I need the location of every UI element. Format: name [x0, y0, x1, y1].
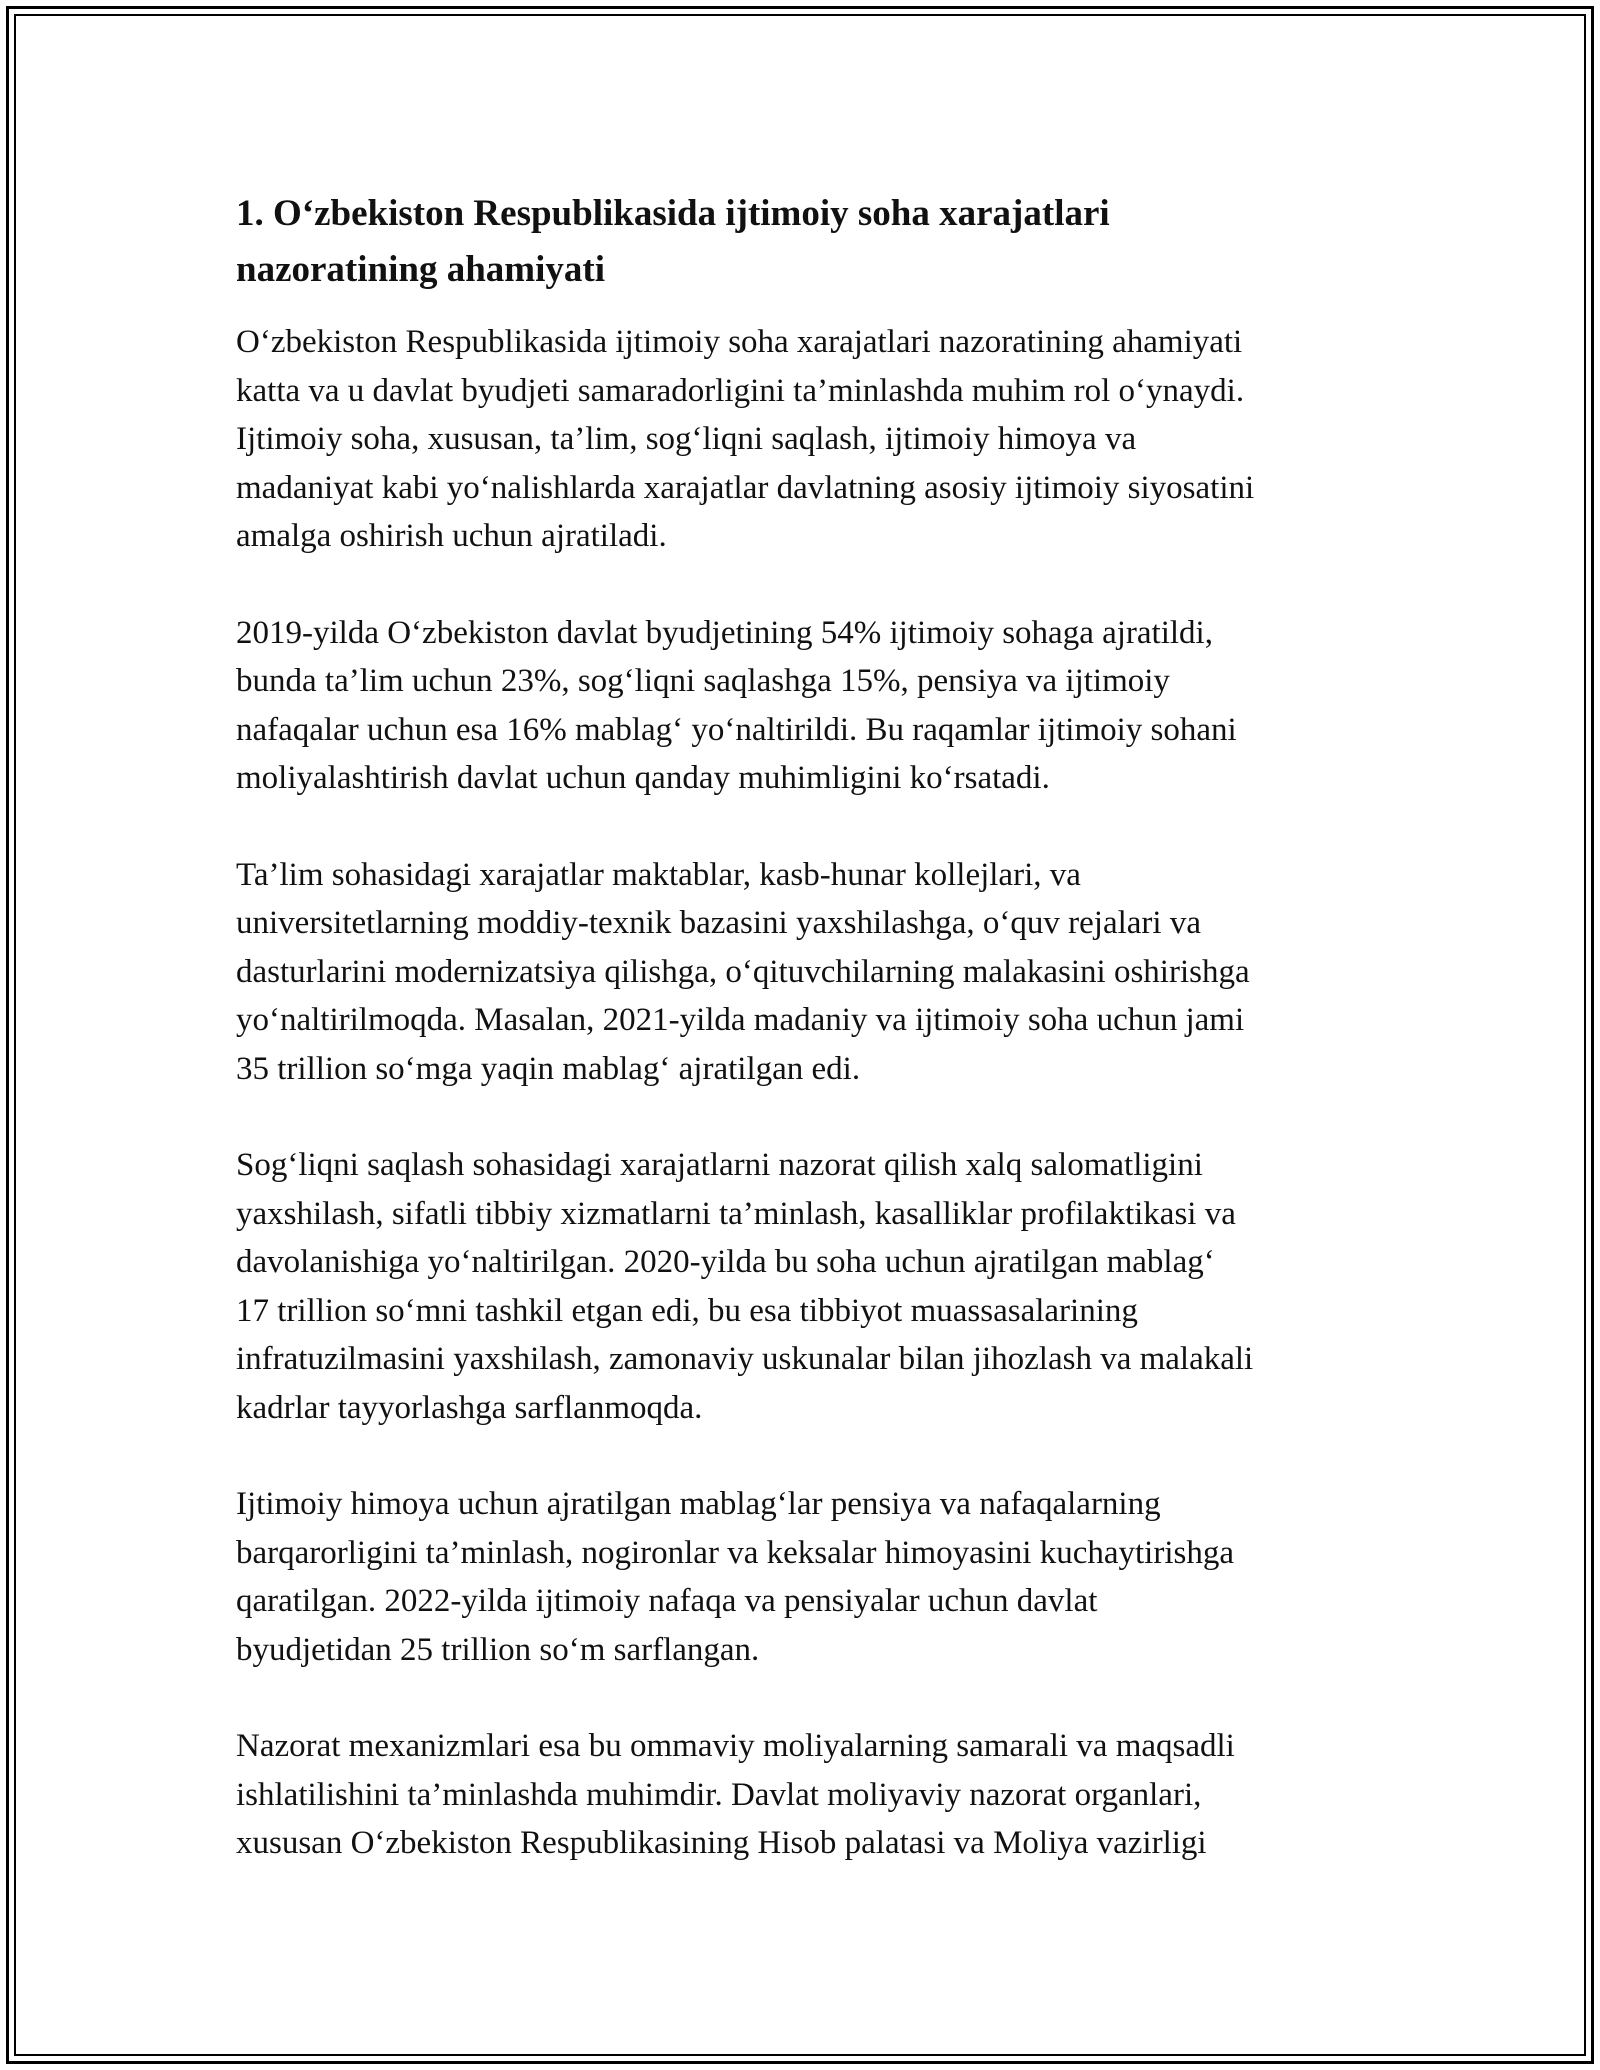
text-line: universitetlarning moddiy-texnik bazasini yaxshilashga, o‘quv rejalari va	[236, 905, 1201, 941]
text-line: bunda ta’lim uchun 23%, sog‘liqni saqlashga 15%, pensiya va ijtimoiy	[236, 663, 1170, 699]
paragraph-healthcare	[236, 1141, 1376, 1432]
text-line: dasturlarini modernizatsiya qilishga, o‘qituvchilarning malakasini oshirishga	[236, 953, 1250, 990]
heading-line: 1. O‘zbekiston Respublikasida ijtimoiy soha xarajatlari	[236, 193, 1110, 234]
text-line: ishlatilishini ta’minlashda muhimdir. Davlat moliyaviy nazorat organlari,	[236, 1776, 1202, 1813]
text-line: katta va u davlat byudjeti samaradorligini ta’minlashda muhim rol o‘ynaydi.	[236, 372, 1245, 409]
text-line: moliyalashtirish davlat uchun qanday muhimligini ko‘rsatadi.	[236, 760, 1050, 796]
paragraph-control-mechanisms	[236, 1722, 1376, 1868]
text-line: Ijtimoiy himoya uchun ajratilgan mablag‘lar pensiya va nafaqalarning	[236, 1486, 1161, 1522]
text-line: nafaqalar uchun esa 16% mablag‘ yo‘naltirildi. Bu raqamlar ijtimoiy sohani	[236, 711, 1237, 748]
text-line: madaniyat kabi yo‘nalishlarda xarajatlar davlatning asosiy ijtimoiy siyosatini	[236, 469, 1255, 506]
text-line: qaratilgan. 2022-yilda ijtimoiy nafaqa va pensiyalar uchun davlat	[236, 1583, 1098, 1619]
text-line: Nazorat mexanizmlari esa bu ommaviy moliyalarning samarali va maqsadli	[236, 1728, 1235, 1764]
heading-line: nazoratining ahamiyati	[236, 249, 605, 290]
text-line: Ta’lim sohasidagi xarajatlar maktablar, kasb-hunar kollejlari, va	[236, 856, 1081, 893]
text-line: 2019-yilda O‘zbekiston davlat byudjetining 54% ijtimoiy sohaga ajratildi,	[236, 614, 1213, 651]
text-line: O‘zbekiston Respublikasida ijtimoiy soha xarajatlari nazoratining ahamiyati	[236, 324, 1243, 360]
document-body	[236, 186, 1376, 1916]
paragraph-social-protection	[236, 1480, 1376, 1674]
text-line: 35 trillion so‘mga yaqin mablag‘ ajratilgan edi.	[236, 1050, 861, 1087]
text-line: davolanishiga yo‘naltirilgan. 2020-yilda bu soha uchun ajratilgan mablag‘	[236, 1244, 1215, 1280]
paragraph-budget-2019	[236, 609, 1376, 803]
text-line: Ijtimoiy soha, xususan, ta’lim, sog‘liqni saqlash, ijtimoiy himoya va	[236, 421, 1137, 457]
text-line: xususan O‘zbekiston Respublikasining Hisob palatasi va Moliya vazirligi	[236, 1825, 1207, 1861]
text-line: kadrlar tayyorlashga sarflanmoqda.	[236, 1389, 703, 1426]
paragraph-intro	[236, 318, 1376, 561]
text-line: Sog‘liqni saqlash sohasidagi xarajatlarni nazorat qilish xalq salomatligini	[236, 1147, 1203, 1183]
text-line: infratuzilmasini yaxshilash, zamonaviy uskunalar bilan jihozlash va malakali	[236, 1341, 1254, 1377]
paragraph-education	[236, 851, 1376, 1094]
text-line: byudjetidan 25 trillion so‘m sarflangan.	[236, 1631, 760, 1668]
text-line: yaxshilash, sifatli tibbiy xizmatlarni ta’minlash, kasalliklar profilaktikasi va	[236, 1195, 1236, 1232]
text-line: barqarorligini ta’minlash, nogironlar va keksalar himoyasini kuchaytirishga	[236, 1534, 1234, 1571]
text-line: yo‘naltirilmoqda. Masalan, 2021-yilda madaniy va ijtimoiy soha uchun jami	[236, 1002, 1245, 1038]
text-line: 17 trillion so‘mni tashkil etgan edi, bu esa tibbiyot muassasalarining	[236, 1292, 1138, 1329]
text-line: amalga oshirish uchun ajratiladi.	[236, 518, 667, 554]
section-heading	[236, 186, 1376, 298]
